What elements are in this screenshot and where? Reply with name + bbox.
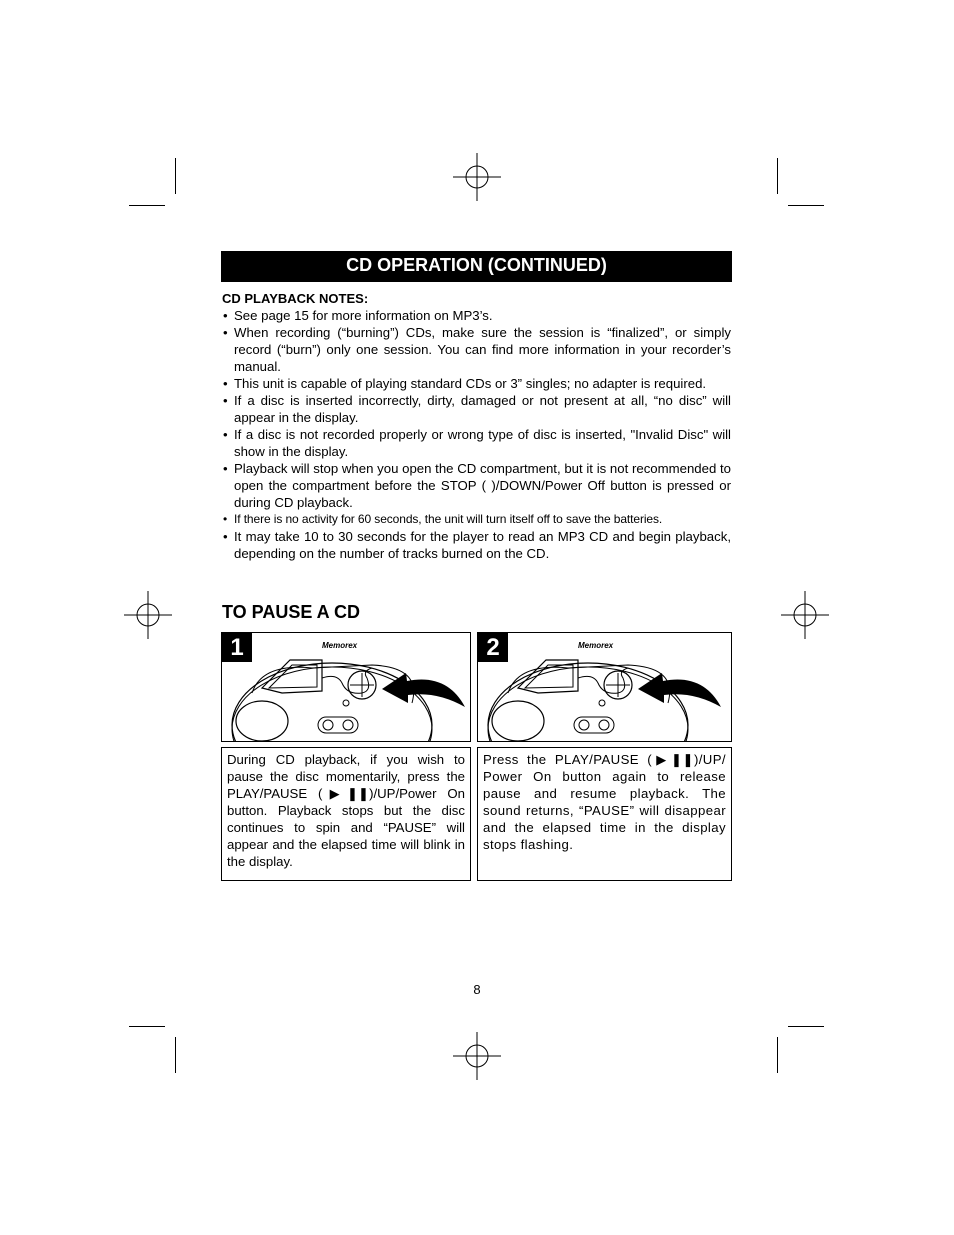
- crop-mark: [777, 1037, 778, 1073]
- step-1-description: During CD playback, if you wish to pause the disc momentarily, press the PLAY/PAUSE (▶❚❚)/UP/Power On button. Playback stops but the disc continues to spin and “PAUSE” will appear and the elapsed time will blink in the display.: [221, 747, 471, 881]
- crop-mark: [777, 158, 778, 194]
- memorex-logo: Memorex: [322, 641, 358, 650]
- list-item: • See page 15 for more information on MP3’s.: [222, 307, 731, 324]
- crop-mark: [788, 1026, 824, 1027]
- registration-mark-icon: [781, 591, 829, 639]
- list-item: • If a disc is not recorded properly or wrong type of disc is inserted, "Invalid Disc" will show in the display.: [222, 426, 731, 460]
- step-2-illustration: [477, 632, 732, 742]
- registration-mark-icon: [453, 153, 501, 201]
- step-number-badge: 1: [222, 633, 252, 662]
- step-number-badge: 2: [478, 633, 508, 662]
- section-title: TO PAUSE A CD: [222, 602, 361, 622]
- memorex-logo: Memorex: [578, 641, 614, 650]
- list-item: • Playback will stop when you open the CD compartment, but it is not recommended to open the compartment before the STOP ( )/DOWN/Power Off button is pressed or during CD playback.: [222, 460, 731, 511]
- list-item: • If there is no activity for 60 seconds, the unit will turn itself off to save the batteries.: [222, 511, 731, 528]
- step-2-description: Press the PLAY/PAUSE (▶❚❚)/UP/ Power On button again to release pause and resume playback. The sound returns, “PAUSE” will disappear and the elapsed time in the display stops flashing.: [477, 747, 732, 881]
- playback-notes: [222, 290, 731, 562]
- list-item: • When recording (“burning”) CDs, make sure the session is “finalized”, or simply record (“burn”) only one session. You can find more information in your recorder’s manual.: [222, 324, 731, 375]
- step-1-illustration: [221, 632, 471, 742]
- registration-mark-icon: [453, 1032, 501, 1080]
- crop-mark: [129, 1026, 165, 1027]
- section-header: CD OPERATION (CONTINUED): [221, 251, 732, 282]
- crop-mark: [788, 205, 824, 206]
- crop-mark: [175, 1037, 176, 1073]
- notes-list: [222, 307, 731, 562]
- registration-mark-icon: [124, 591, 172, 639]
- notes-title: CD PLAYBACK NOTES:: [222, 291, 369, 306]
- crop-mark: [175, 158, 176, 194]
- crop-mark: [129, 205, 165, 206]
- list-item: • It may take 10 to 30 seconds for the player to read an MP3 CD and begin playback, depending on the number of tracks burned on the CD.: [222, 528, 731, 562]
- page-number: 8: [473, 982, 481, 997]
- list-item: • This unit is capable of playing standard CDs or 3” singles; no adapter is required.: [222, 375, 731, 392]
- list-item: • If a disc is inserted incorrectly, dirty, damaged or not present at all, “no disc” will appear in the display.: [222, 392, 731, 426]
